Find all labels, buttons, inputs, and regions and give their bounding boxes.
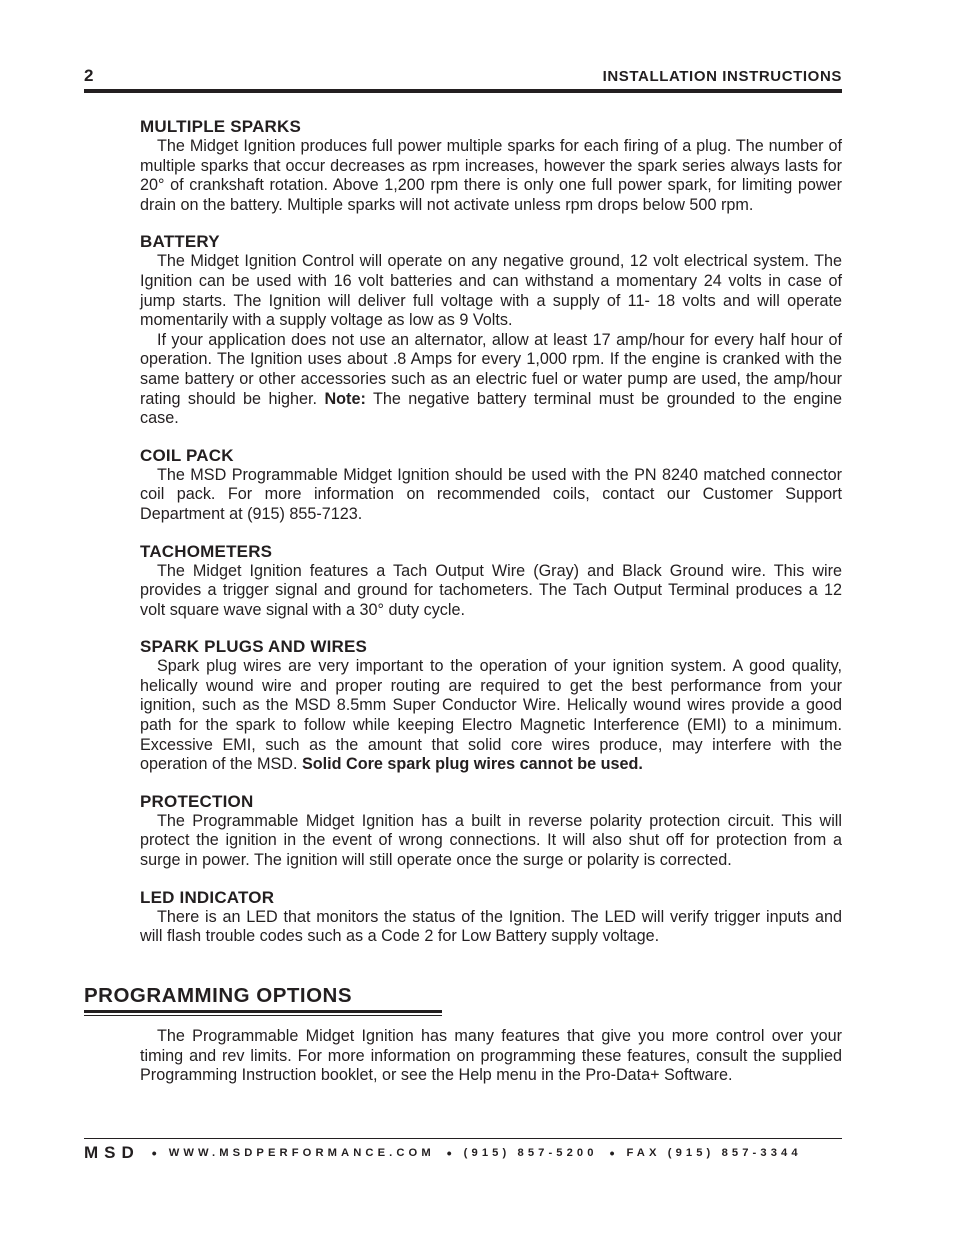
header-title: INSTALLATION INSTRUCTIONS [602, 68, 842, 85]
section-spark-plugs-and-wires [140, 637, 842, 775]
note-text: The negative battery terminal must be grounded to the engine case. [140, 389, 842, 428]
section-multiple-sparks [140, 117, 842, 215]
section-tachometers [140, 542, 842, 621]
footer-phone: (915) 857-5200 [463, 1147, 598, 1159]
paragraph-text: Spark plug wires are very important to the operation of your ignition system. A good quality, helically wound wire and proper routing are required to get the best performance from your ignition, such as the MSD 8.5mm Super Conductor Wire. Helically wound wires provide a good path for the spark to follow while keeping Electro Magnetic Interference (EMI) to a minimum. Excessive EMI, such as the amount that solid core wires produce, may interfere with the operation of the MSD. [140, 657, 842, 774]
section-led-indicator [140, 888, 842, 947]
section-heading: MULTIPLE SPARKS [140, 117, 302, 136]
programming-options-body [140, 1027, 842, 1086]
footer-separator: • [151, 1145, 157, 1161]
document-body [140, 117, 842, 964]
section-paragraph: The Programmable Midget Ignition has a built in reverse polarity protection circuit. This will protect the ignition in the event of wrong connections. It will also shut off for protection from a surge in power. The ignition will still operate once the surge or polarity is corrected. [140, 811, 842, 870]
programming-paragraph: The Programmable Midget Ignition has many features that give you more control over your timing and rev limits. For more information on programming these features, consult the supplied Programming Instruction booklet, or see the Help menu in the Pro-Data+ Software. [140, 1027, 842, 1085]
section-paragraph: The Midget Ignition features a Tach Output Wire (Gray) and Black Ground wire. This wire provides a trigger signal and ground for tachometers. The Tach Output Terminal produces a 12 volt square wave signal with a 30° duty cycle. [140, 561, 842, 619]
section-heading: LED INDICATOR [140, 887, 275, 907]
warning-text: Solid Core spark plug wires cannot be used. [301, 755, 643, 774]
programming-heading: PROGRAMMING OPTIONS [84, 984, 353, 1007]
footer-website: WWW.MSDPERFORMANCE.COM [168, 1147, 435, 1159]
paragraph-text: If your application does not use an alternator, allow at least 17 amp/hour for every half hour of operation. The Ignition uses about .8 Amps for every 1,000 rpm. If the engine is cranked with the same battery or other accessories such as an electric fuel or water pump are used, the amp/hour rating should be higher. [140, 330, 842, 408]
section-paragraph: There is an LED that monitors the status of the Ignition. The LED will verify trigger inputs and will flash trouble codes such as a Code 2 for Low Battery supply voltage. [140, 907, 842, 946]
footer-rule [84, 1138, 842, 1139]
footer-fax: FAX (915) 857-3344 [626, 1147, 802, 1159]
footer-separator: • [446, 1145, 452, 1161]
section-heading: SPARK PLUGS AND WIRES [140, 637, 368, 657]
section-protection [140, 792, 842, 871]
page-footer [84, 1143, 842, 1163]
section-paragraph: The Midget Ignition produces full power multiple sparks for each firing of a plug. The number of multiple sparks that occur decreases as rpm increases, however the spark series always lasts for 20° of crankshaft rotation. Above 1,200 rpm there is only one full power spark, for limiting power drain on the battery. Multiple sparks will not activate unless rpm drops below 500 rpm. [140, 137, 842, 214]
section-heading: TACHOMETERS [140, 541, 273, 561]
section-coil-pack [140, 446, 842, 525]
footer-separator: • [609, 1145, 615, 1161]
footer-brand: MSD [84, 1143, 140, 1162]
section-heading: BATTERY [140, 232, 220, 252]
page-header [84, 66, 842, 88]
programming-options-header [84, 984, 842, 1016]
header-rule [84, 89, 842, 93]
page-number: 2 [84, 66, 94, 85]
heading-underline-thin [84, 1015, 442, 1016]
section-heading: COIL PACK [140, 445, 234, 465]
section-paragraph: The MSD Programmable Midget Ignition should be used with the PN 8240 matched connector coil pack. For more information on recommended coils, contact our Customer Support Department at (915) 855-7123. [140, 465, 842, 523]
section-battery [140, 232, 842, 428]
note-label: Note: [324, 389, 366, 408]
section-paragraph [140, 657, 842, 775]
heading-underline-thick [84, 1010, 442, 1013]
section-paragraph: The Midget Ignition Control will operate on any negative ground, 12 volt electrical system. The Ignition can be used with 16 volt batteries and can withstand a momentary 24 volts in case of jump starts. The Ignition will deliver full voltage with a supply of 11- 18 volts and will operate momentarily with a supply voltage as low as 9 Volts. [140, 252, 842, 330]
section-heading: PROTECTION [140, 791, 254, 811]
section-paragraph [140, 331, 842, 429]
